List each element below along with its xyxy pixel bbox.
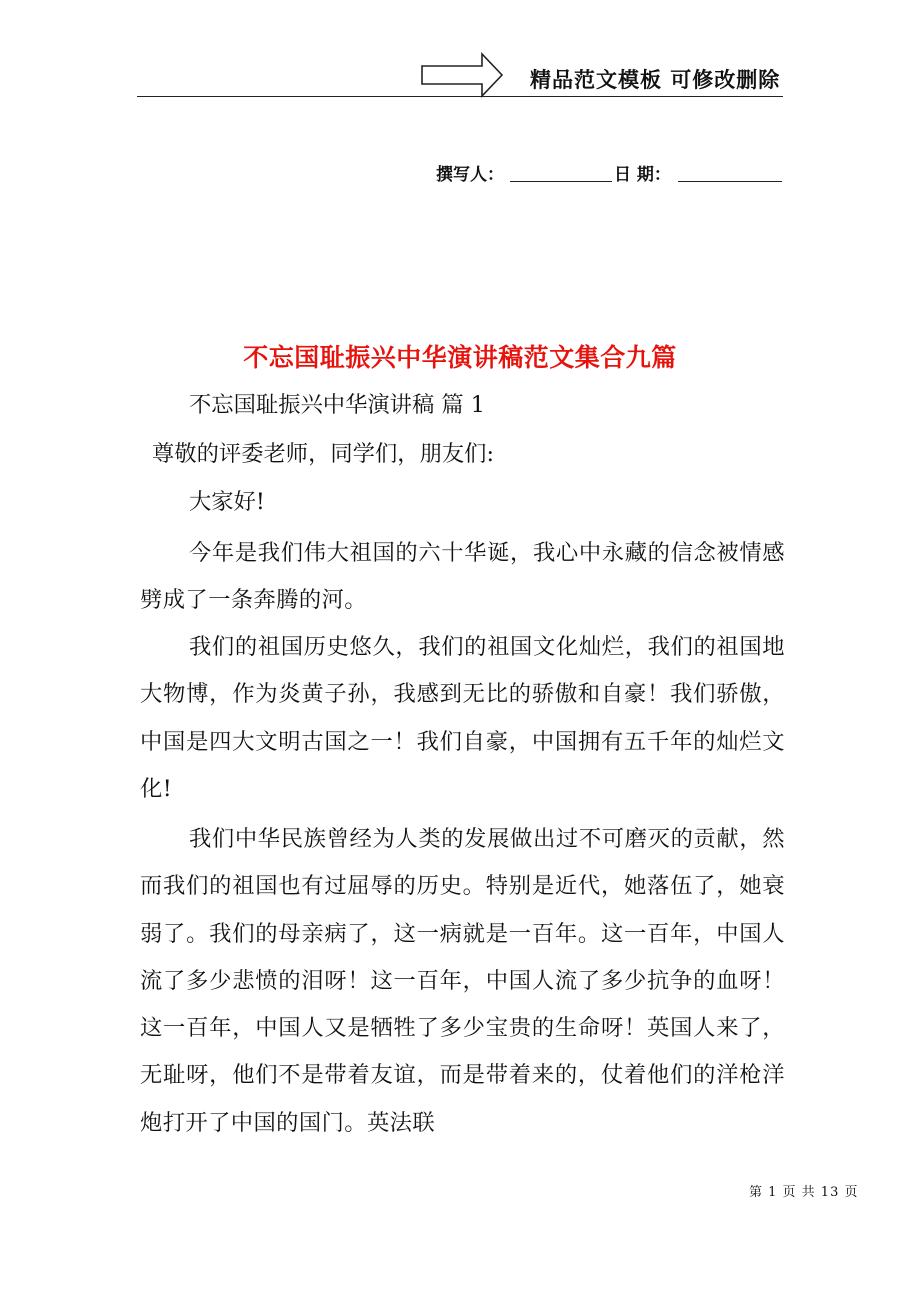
writer-label: 撰写人： [436,165,504,185]
paragraph: 我们的祖国历史悠久，我们的祖国文化灿烂，我们的祖国地大物博，作为炎黄子孙，我感到无比的骄傲和自豪！我们骄傲，中国是四大文明古国之一！我们自豪，中国拥有五千年的灿烂文化! [140,634,785,802]
writer-blank-line [510,181,612,182]
section-heading: 不忘国耻振兴中华演讲稿 篇 1 [189,392,485,418]
document-title: 不忘国耻振兴中华演讲稿范文集合九篇 [243,343,677,372]
arrow-icon [420,52,504,98]
header-label: 精品范文模板 可修改删除 [530,67,781,92]
date-blank-line [678,181,782,182]
page-number: 第 1 页 共 13 页 [749,1185,859,1200]
header-divider [137,96,783,97]
date-label: 日 期： [614,165,671,185]
greeting: 大家好! [189,489,265,515]
paragraph: 今年是我们伟大祖国的六十华诞，我心中永藏的信念被情感劈成了一条奔腾的河。 [140,540,785,614]
salutation: 尊敬的评委老师，同学们，朋友们: [152,441,494,467]
paragraph: 我们中华民族曾经为人类的发展做出过不可磨灭的贡献，然而我们的祖国也有过屈辱的历史。特别是近代，她落伍了，她衰弱了。我们的母亲病了，这一病就是一百年。这一百年，中国人流了多少悲愤的泪呀！这一百年，中国人流了多少抗争的血呀！这一百年，中国人又是牺牲了多少宝贵的生命呀！英国人来了，无耻呀，他们不是带着友谊，而是带着来的，仗着他们的洋枪洋炮打开了中国的国门。英法联 [140,826,785,1136]
